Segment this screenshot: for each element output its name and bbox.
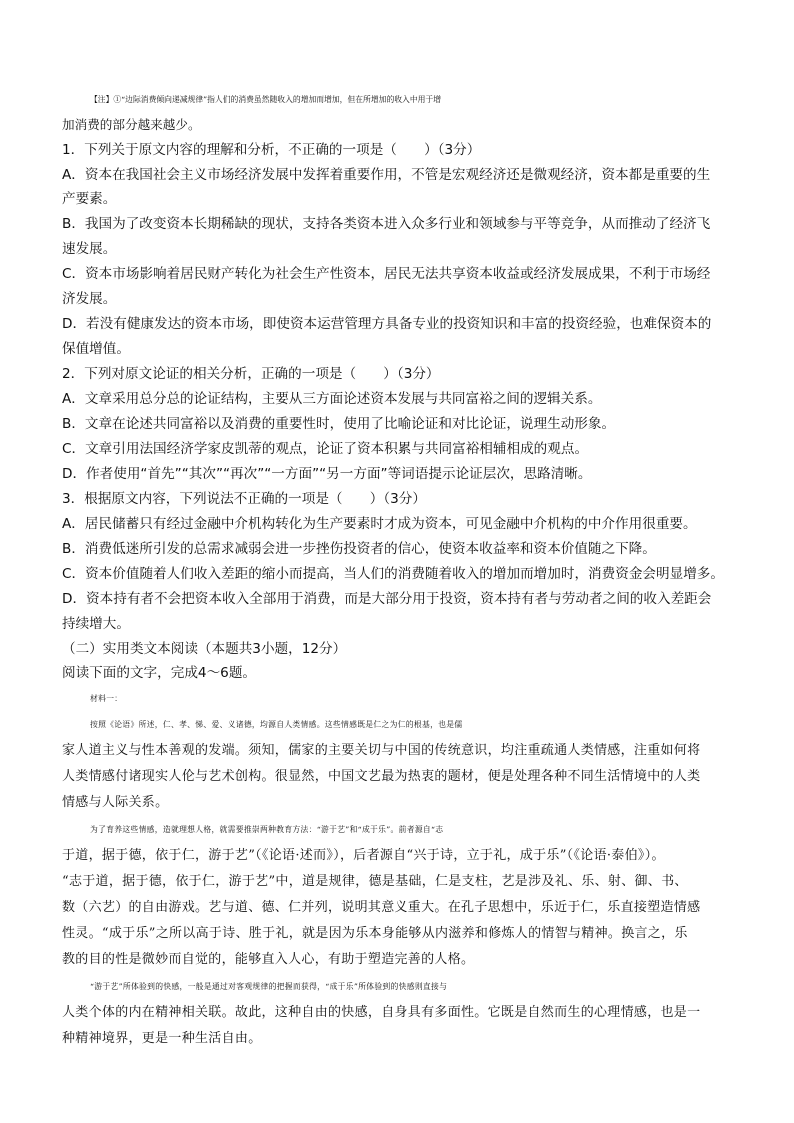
note-line-1: 【注】①“边际消费倾向递减规律”指人们的消费虽然随收入的增加而增加，但在所增加的收入中用于增 xyxy=(90,95,442,104)
question-2-option-c: C．文章引用法国经济学家皮凯蒂的观点，论证了资本积累与共同富裕相辅相成的观点。 xyxy=(62,441,589,457)
question-1-option-c: C．资本市场影响着居民财产转化为社会生产性资本，居民无法共享资本收益或经济发展成果，不利于市场经 xyxy=(62,266,711,282)
question-2-option-a: A．文章采用总分总的论证结构，主要从三方面论述资本发展与共同富裕之间的逻辑关系。 xyxy=(62,391,602,407)
paragraph-2-line: 教的目的性是微妙而自觉的，能够直入人心，有助于塑造完善的人格。 xyxy=(62,952,475,967)
paragraph-1-line: 家人道主义与性本善观的发端。须知，儒家的主要关切与中国的传统意识，均注重疏通人类情感，注重如何将 xyxy=(62,743,701,758)
paragraph-2-line: 于道，据于德，依于仁，游于艺”（《论语·述而》），后者源自“兴于诗，立于礼，成于乐”（《论语·泰伯》）。 xyxy=(62,848,665,863)
question-1-option-d-cont: 保值增值。 xyxy=(62,341,130,357)
paragraph-1-line: 人类情感付诸现实人伦与艺术创构。很显然，中国文艺最为热衷的题材，便是处理各种不同生活情境中的人类 xyxy=(62,769,701,784)
section-instruction: 阅读下面的文字，完成4～6题。 xyxy=(62,665,257,681)
question-1-option-a-cont: 产要素。 xyxy=(62,191,117,207)
question-1-stem: 1．下列关于原文内容的理解和分析，不正确的一项是（ ）（3分） xyxy=(62,142,481,158)
question-3-option-b: B．消费低迷所引发的总需求减弱会进一步挫伤投资者的信心，使资本收益率和资本价值随之下降。 xyxy=(62,541,656,557)
section-title: （二）实用类文本阅读（本题共3小题，12分） xyxy=(62,641,347,657)
note-line-2: 加消费的部分越来越少。 xyxy=(62,117,201,132)
paragraph-3-line: “游于艺”所体验到的快感，一般是通过对客观规律的把握而获得，“成于乐”所体验到的快感则直接与 xyxy=(90,982,448,991)
question-2-option-b: B．文章在论述共同富裕以及消费的重要性时，使用了比喻论证和对比论证，说理生动形象。 xyxy=(62,416,616,432)
paragraph-2-line: “志于道，据于德，依于仁，游于艺”中，道是规律，德是基础，仁是支柱，艺是涉及礼、乐、射、御、书、 xyxy=(62,874,688,889)
question-3-option-c: C．资本价值随着人们收入差距的缩小而提高，当人们的消费随着收入的增加而增加时，消费资金会明显增多。 xyxy=(62,566,724,582)
paragraph-2-line: 性灵。“成于乐”之所以高于诗、胜于礼，就是因为乐本身能够从内滋养和修炼人的情智与精神。换言之，乐 xyxy=(62,926,688,941)
paragraph-2-line: 数（六艺）的自由游戏。艺与道、德、仁并列，说明其意义重大。在孔子思想中，乐近于仁，乐直接塑造情感 xyxy=(62,900,701,915)
question-3-option-d-cont: 持续增大。 xyxy=(62,616,130,632)
paragraph-3-line: 种精神境界，更是一种生活自由。 xyxy=(62,1031,262,1046)
question-3-option-a: A．居民储蓄只有经过金融中介机构转化为生产要素时才成为资本，可见金融中介机构的中介作用很重要。 xyxy=(62,516,697,532)
question-1-option-c-cont: 济发展。 xyxy=(62,291,117,307)
question-1-option-b: B．我国为了改变资本长期稀缺的现状，支持各类资本进入众多行业和领域参与平等竞争，从而推动了经济飞 xyxy=(62,216,711,232)
question-1-option-b-cont: 速发展。 xyxy=(62,241,117,257)
question-3-stem: 3．根据原文内容，下列说法不正确的一项是（ ）（3分） xyxy=(62,491,426,507)
paragraph-1-line: 按照《论语》所述，仁、孝、悌、爱、义诸德，均源自人类情感。这些情感既是仁之为仁的根基，也是儒 xyxy=(90,720,463,729)
question-3-option-d: D．资本持有者不会把资本收入全部用于消费，而是大部分用于投资，资本持有者与劳动者之间的收入差距会 xyxy=(62,591,712,607)
question-1-option-a: A．资本在我国社会主义市场经济发展中发挥着重要作用，不管是宏观经济还是微观经济，资本都是重要的生 xyxy=(62,167,711,183)
question-1-option-d: D．若没有健康发达的资本市场，即使资本运营管理方具备专业的投资知识和丰富的投资经验，也难保资本的 xyxy=(62,316,712,332)
paragraph-3-line: 人类个体的内在精神相关联。故此，这种自由的快感，自身具有多面性。它既是自然而生的心理情感，也是一 xyxy=(62,1005,701,1020)
paragraph-1-line: 情感与人际关系。 xyxy=(62,795,169,810)
paragraph-2-line: 为了育养这些情感，造就理想人格，就需要推崇两种教育方法：“游于艺”和“成于乐”。前者源自“志 xyxy=(90,825,444,834)
question-2-option-d: D．作者使用“首先”“其次”“再次”“一方面”“另一方面”等词语提示论证层次，思路清晰。 xyxy=(62,466,592,482)
question-2-stem: 2．下列对原文论证的相关分析，正确的一项是（ ）（3分） xyxy=(62,366,440,382)
material-label: 材料一： xyxy=(90,694,123,703)
